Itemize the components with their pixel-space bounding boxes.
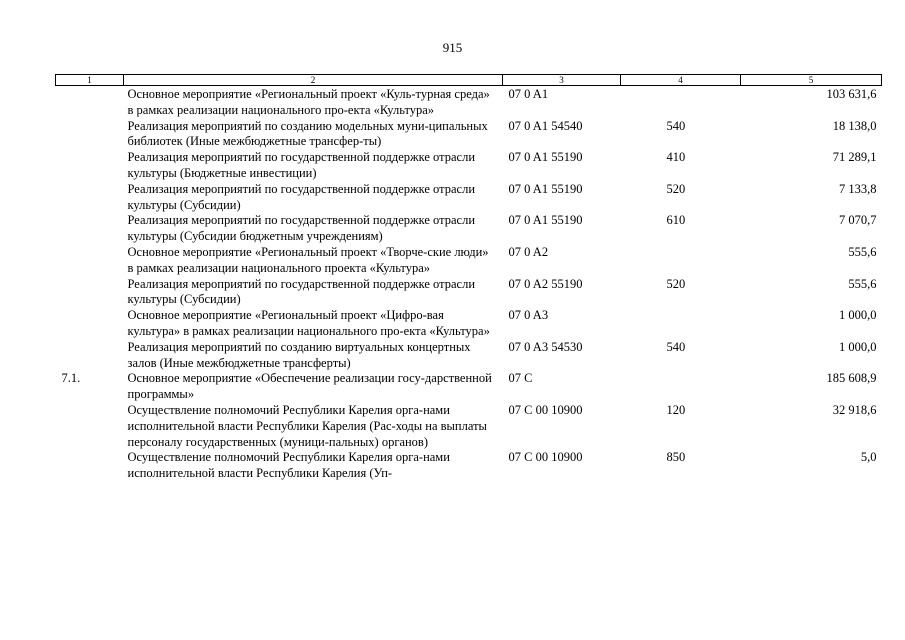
table-row — [56, 119, 882, 151]
row-amount: 71 289,1 — [832, 150, 877, 165]
table-row — [56, 150, 882, 182]
table-row — [56, 371, 882, 403]
row-target-code: 07 C — [508, 371, 533, 386]
budget-table — [55, 74, 882, 482]
header-cell-3: 3 — [503, 75, 621, 86]
header-cell-4: 4 — [621, 75, 741, 86]
row-expense-type — [621, 245, 741, 277]
row-target-code: 07 0 A1 — [508, 87, 549, 101]
row-target-code: 07 0 A2 55190 — [508, 276, 583, 291]
row-target-code: 07 0 A1 55190 — [508, 181, 583, 196]
row-name: Реализация мероприятий по созданию модельных муни-ципальных библиотек (Иные межбюджетные трансфер-ты) — [127, 118, 488, 149]
table-row — [56, 450, 882, 482]
row-number — [56, 403, 124, 450]
row-amount: 103 631,6 — [826, 87, 877, 101]
row-number — [56, 182, 124, 214]
table-row — [56, 277, 882, 309]
row-expense-type: 120 — [666, 402, 686, 417]
row-number — [56, 340, 124, 372]
row-name: Основное мероприятие «Региональный проект «Куль-турная среда» в рамках реализации национального про-екта «Культура» — [127, 87, 490, 117]
row-number — [56, 86, 124, 119]
row-name: Реализация мероприятий по государственной поддержке отрасли культуры (Субсидии) — [127, 181, 476, 212]
row-target-code: 07 0 A3 — [508, 308, 549, 323]
row-expense-type: 540 — [666, 339, 686, 354]
row-number: 7.1. — [61, 371, 81, 386]
table-row — [56, 86, 882, 119]
row-number — [56, 308, 124, 340]
row-expense-type: 520 — [666, 181, 686, 196]
row-target-code: 07 0 A2 — [508, 244, 549, 259]
row-amount: 185 608,9 — [826, 371, 877, 386]
row-expense-type: 850 — [666, 450, 686, 465]
row-target-code: 07 0 A1 55190 — [508, 150, 583, 165]
row-target-code: 07 0 A3 54530 — [508, 339, 583, 354]
table-body — [56, 86, 882, 482]
row-amount: 1 000,0 — [839, 339, 877, 354]
row-number — [56, 450, 124, 482]
row-target-code: 07 0 A1 54540 — [508, 118, 583, 133]
row-amount: 555,6 — [848, 244, 877, 259]
row-number — [56, 277, 124, 309]
row-amount: 555,6 — [848, 276, 877, 291]
table-row — [56, 340, 882, 372]
row-target-code: 07 0 A1 55190 — [508, 213, 583, 228]
row-expense-type — [621, 371, 741, 403]
row-number — [56, 245, 124, 277]
table-row — [56, 182, 882, 214]
row-name: Осуществление полномочий Республики Карелия орга-нами исполнительной власти Республики Карелия (Уп- — [127, 450, 450, 481]
row-name: Основное мероприятие «Региональный проект «Творче-ские люди» в рамках реализации национального проекта «Культура» — [127, 244, 489, 275]
header-cell-1: 1 — [56, 75, 124, 86]
row-number — [56, 213, 124, 245]
row-name: Реализация мероприятий по государственной поддержке отрасли культуры (Субсидии бюджетным учреждениям) — [127, 213, 476, 244]
row-name: Основное мероприятие «Региональный проект «Цифро-вая культура» в рамках реализации национального про-екта «Культура» — [127, 308, 490, 338]
row-amount: 18 138,0 — [832, 118, 877, 133]
row-expense-type: 610 — [666, 213, 686, 228]
row-amount: 7 133,8 — [839, 181, 877, 196]
row-name: Реализация мероприятий по созданию виртуальных концертных залов (Иные межбюджетные трансферты) — [127, 339, 471, 370]
row-expense-type — [621, 86, 741, 119]
row-number — [56, 119, 124, 151]
table-header — [56, 75, 882, 86]
row-name: Реализация мероприятий по государственной поддержке отрасли культуры (Бюджетные инвестиции) — [127, 150, 476, 180]
row-number — [56, 150, 124, 182]
row-name: Основное мероприятие «Обеспечение реализации госу-дарственной программы» — [127, 371, 492, 402]
table-row — [56, 213, 882, 245]
row-amount: 5,0 — [860, 450, 877, 465]
row-name: Реализация мероприятий по государственной поддержке отрасли культуры (Субсидии) — [127, 276, 476, 307]
header-row — [56, 75, 882, 86]
row-expense-type: 410 — [666, 150, 686, 165]
table-row — [56, 403, 882, 450]
row-target-code: 07 C 00 10900 — [508, 402, 583, 417]
row-amount: 32 918,6 — [832, 402, 877, 417]
row-name: Осуществление полномочий Республики Карелия орга-нами исполнительной власти Республики Карелия (Рас-ходы на выплаты персоналу государственных (муници-пальных) органов) — [127, 402, 487, 449]
row-target-code: 07 C 00 10900 — [508, 450, 583, 465]
row-expense-type: 520 — [666, 276, 686, 291]
row-amount: 1 000,0 — [839, 308, 877, 323]
page-number: 915 — [442, 40, 463, 55]
table-row — [56, 245, 882, 277]
header-cell-5: 5 — [741, 75, 882, 86]
row-expense-type — [621, 308, 741, 340]
table-row — [56, 308, 882, 340]
row-expense-type: 540 — [666, 118, 686, 133]
header-cell-2: 2 — [124, 75, 503, 86]
row-amount: 7 070,7 — [839, 213, 877, 228]
